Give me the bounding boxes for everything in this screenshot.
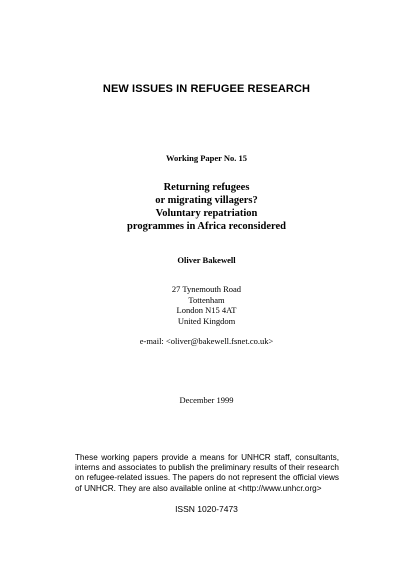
- issn-number: ISSN 1020-7473: [175, 504, 238, 514]
- paper-title-line: programmes in Africa reconsidered: [127, 221, 286, 232]
- paper-title-line: Returning refugees: [163, 182, 250, 193]
- paper-title-line: or migrating villagers?: [155, 195, 258, 206]
- publication-date: December 1999: [179, 395, 234, 405]
- author-name: Oliver Bakewell: [177, 255, 236, 265]
- paper-title: [0, 181, 413, 233]
- paper-title-line: Voluntary repatriation: [155, 208, 258, 219]
- address-line: United Kingdom: [177, 315, 236, 326]
- disclaimer-paragraph: These working papers provide a means for UNHCR staff, consultants, interns and associates to publish the preliminary results of their research on refugee-related issues. The papers do not represent the official views of UNHCR. They are also available online at <http://www.unhcr.org>: [75, 453, 339, 493]
- series-title: NEW ISSUES IN REFUGEE RESEARCH: [102, 83, 311, 95]
- address-line: Tottenham: [188, 294, 225, 305]
- address-line: 27 Tynemouth Road: [171, 284, 242, 294]
- author-address: [0, 284, 413, 326]
- address-line: London N15 4AT: [176, 305, 237, 315]
- working-paper-number: Working Paper No. 15: [165, 153, 248, 163]
- author-email: e-mail: <oliver@bakewell.fsnet.co.uk>: [139, 336, 274, 346]
